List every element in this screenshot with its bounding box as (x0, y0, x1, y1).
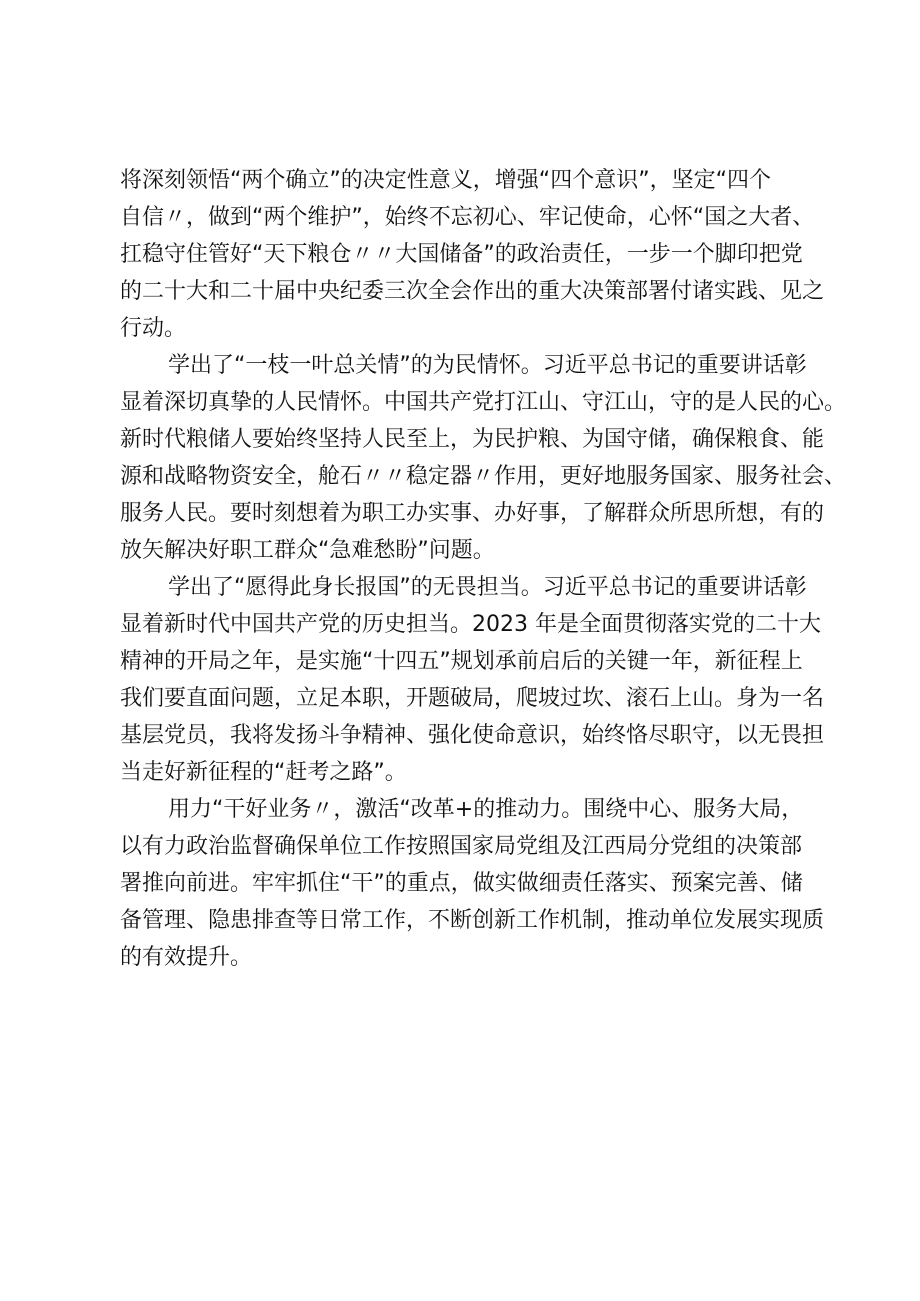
text-line: 显着新时代中国共产党的历史担当。2023 年是全面贯彻落实党的二十大 (120, 612, 821, 637)
text-line: 将深刻领悟“两个确立”的决定性意义，增强“四个意识”，坚定“四个 (120, 168, 771, 193)
text-line: 用力“干好业务〃，激活“改革+的推动力。围绕中心、服务大局， (168, 797, 804, 822)
text-line: 行动。 (120, 316, 187, 341)
text-line: 源和战略物资安全，舱石〃〃稳定器〃作用，更好地服务国家、服务社会、 (120, 464, 847, 489)
text-line: 扛稳守住管好“天下粮仓〃〃大国储备”的政治责任，一步一个脚印把党 (120, 242, 803, 267)
text-line: 服务人民。要时刻想着为职工办实事、办好事，了解群众所思所想，有的 (120, 501, 825, 526)
text-line: 的有效提升。 (120, 945, 253, 970)
text-line: 新时代粮储人要始终坚持人民至上，为民护粮、为国守储，确保粮食、能 (120, 427, 825, 452)
text-line: 署推向前进。牢牢抓住“干”的重点，做实做细责任落实、预案完善、储 (120, 871, 803, 896)
paragraph-2 (120, 347, 847, 569)
text-line: 以有力政治监督确保单位工作按照国家局党组及江西局分党组的决策部 (120, 834, 803, 859)
paragraph-3 (120, 569, 828, 791)
text-line: 自信〃，做到“两个维护”，始终不忘初心、牢记使命，心怀“国之大者、 (120, 205, 815, 230)
text-line: 当走好新征程的“赶考之路”。 (120, 760, 407, 785)
text-line: 的二十大和二十届中央纪委三次全会作出的重大决策部署付诸实践、见之 (120, 279, 825, 304)
text-line: 显着深切真挚的人民情怀。中国共产党打江山、守江山，守的是人民的心。 (120, 390, 847, 415)
text-line: 基层党员，我将发扬斗争精神、强化使命意识，始终恪尽职守，以无畏担 (120, 723, 825, 748)
paragraph-4 (120, 791, 828, 976)
text-line: 学出了“一枝一叶总关情”的为民情怀。习近平总书记的重要讲话彰 (168, 353, 807, 378)
text-line: 精神的开局之年，是实施“十四五”规划承前启后的关键一年，新征程上 (120, 649, 803, 674)
text-line: 备管理、隐患排查等日常工作，不断创新工作机制，推动单位发展实现质 (120, 908, 825, 933)
text-line: 学出了“愿得此身长报国”的无畏担当。习近平总书记的重要讲话彰 (168, 575, 807, 600)
text-line: 我们要直面问题，立足本职，开题破局，爬坡过坎、滚石上山。身为一名 (120, 686, 825, 711)
text-line: 放矢解决好职工群众“急难愁盼”问题。 (120, 538, 495, 563)
document-body (120, 162, 847, 976)
paragraph-1 (120, 162, 828, 347)
